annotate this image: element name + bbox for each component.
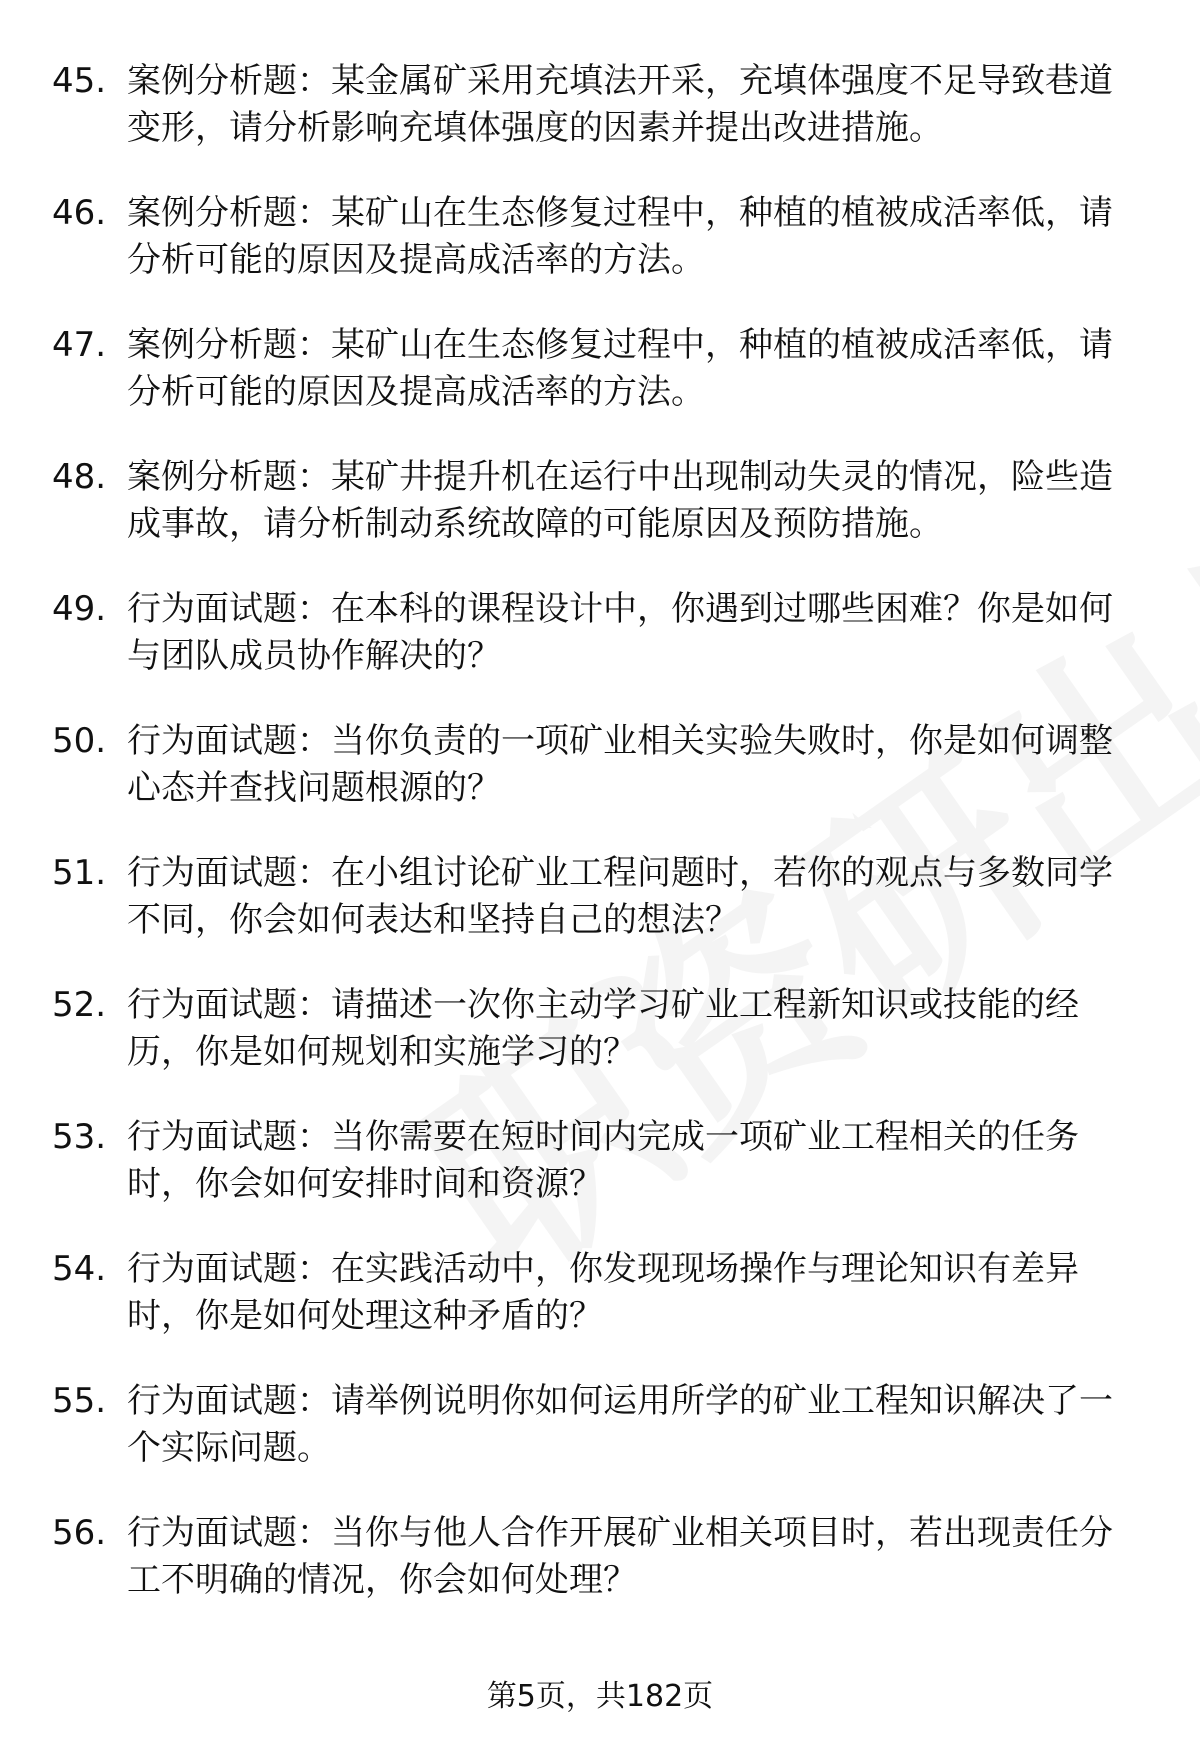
question-text: 案例分析题：某金属矿采用充填法开采，充填体强度不足导致巷道变形，请分析影响充填体强度的因素并提出改进措施。: [127, 61, 1113, 148]
question-item: [52, 190, 1152, 284]
question-number: 48.: [52, 457, 107, 497]
question-number: 46.: [52, 193, 107, 233]
question-list: [52, 58, 1152, 1642]
question-item: [52, 718, 1152, 812]
question-item: [52, 1246, 1152, 1340]
question-text: 行为面试题：在实践活动中，你发现现场操作与理论知识有差异时，你是如何处理这种矛盾的？: [127, 1249, 1079, 1336]
question-item: [52, 1114, 1152, 1208]
question-item: [52, 1510, 1152, 1604]
question-item: [52, 1378, 1152, 1472]
question-text: 行为面试题：请描述一次你主动学习矿业工程新知识或技能的经历，你是如何规划和实施学习的？: [127, 985, 1079, 1072]
question-item: [52, 850, 1152, 944]
question-number: 56.: [52, 1513, 107, 1553]
question-number: 50.: [52, 721, 107, 761]
question-text: 案例分析题：某矿山在生态修复过程中，种植的植被成活率低，请分析可能的原因及提高成活率的方法。: [127, 193, 1113, 280]
question-number: 55.: [52, 1381, 107, 1421]
question-item: [52, 982, 1152, 1076]
question-text: 案例分析题：某矿山在生态修复过程中，种植的植被成活率低，请分析可能的原因及提高成活率的方法。: [127, 325, 1113, 412]
question-number: 52.: [52, 985, 107, 1025]
question-text: 案例分析题：某矿井提升机在运行中出现制动失灵的情况，险些造成事故，请分析制动系统故障的可能原因及预防措施。: [127, 457, 1113, 544]
page-footer: 第5页，共182页: [486, 1679, 714, 1714]
question-text: 行为面试题：当你与他人合作开展矿业相关项目时，若出现责任分工不明确的情况，你会如何处理？: [127, 1513, 1113, 1600]
question-number: 45.: [52, 61, 107, 101]
question-item: [52, 586, 1152, 680]
question-item: [52, 58, 1152, 152]
question-number: 54.: [52, 1249, 107, 1289]
question-item: [52, 322, 1152, 416]
question-text: 行为面试题：请举例说明你如何运用所学的矿业工程知识解决了一个实际问题。: [127, 1381, 1113, 1468]
question-text: 行为面试题：在本科的课程设计中，你遇到过哪些困难？你是如何与团队成员协作解决的？: [127, 589, 1113, 676]
question-item: [52, 454, 1152, 548]
question-number: 53.: [52, 1117, 107, 1157]
question-number: 49.: [52, 589, 107, 629]
question-number: 51.: [52, 853, 107, 893]
question-text: 行为面试题：当你负责的一项矿业相关实验失败时，你是如何调整心态并查找问题根源的？: [127, 721, 1113, 808]
question-number: 47.: [52, 325, 107, 365]
question-text: 行为面试题：当你需要在短时间内完成一项矿业工程相关的任务时，你会如何安排时间和资源？: [127, 1117, 1079, 1204]
question-text: 行为面试题：在小组讨论矿业工程问题时，若你的观点与多数同学不同，你会如何表达和坚持自己的想法？: [127, 853, 1113, 940]
